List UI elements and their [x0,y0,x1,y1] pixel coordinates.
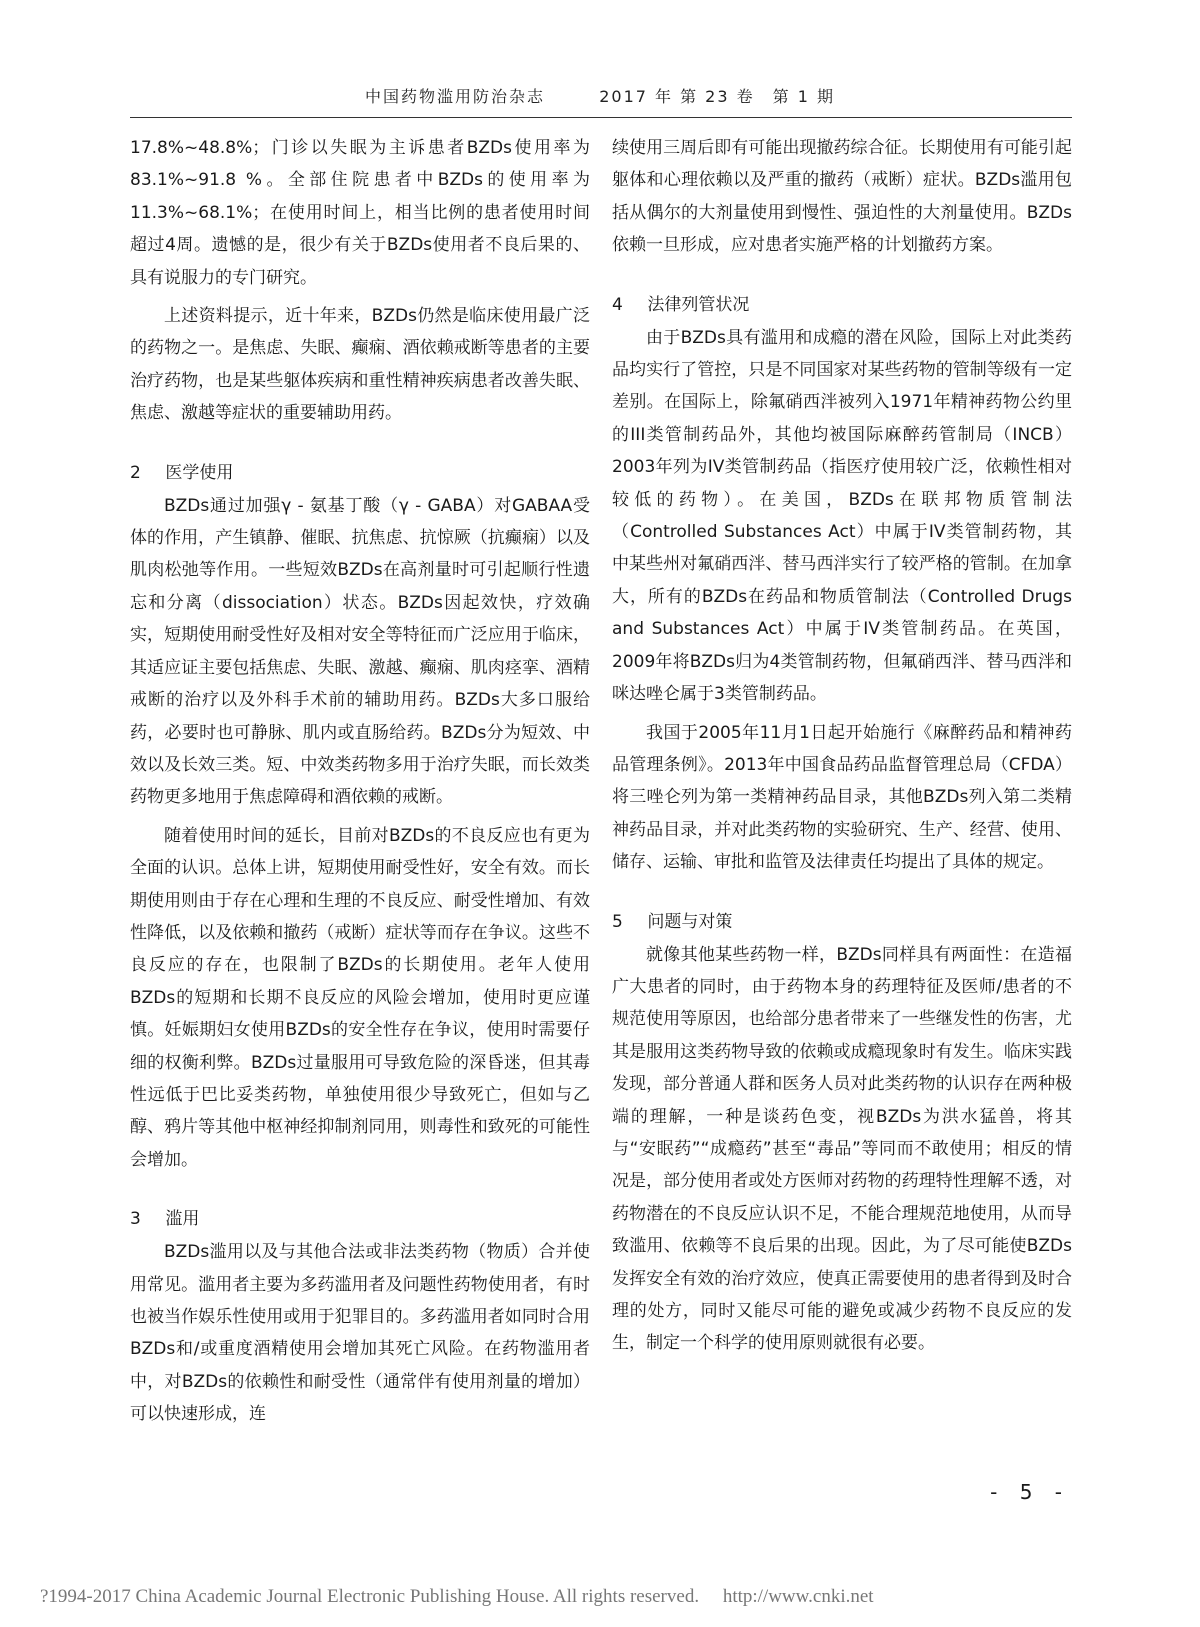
section-number: 3 [130,1209,141,1230]
paragraph: 由于BZDs具有滥用和成瘾的潜在风险，国际上对此类药品均实行了管控，只是不同国家对某些药物的管制等级有一定差别。在国际上，除氟硝西泮被列入1971年精神药物公约里的III类管制药品外，其他均被国际麻醉药管制局（INCB）2003年列为IV类管制药品（指医疗使用较广泛，依赖性相对较低的药物）。在美国，BZDs在联邦物质管制法（Controlled Substances Act）中属于IV类管制药物，其中某些州对氟硝西泮、替马西泮实行了较严格的管制。在加拿大，所有的BZDs在药品和物质管制法（Controlled Drugs and Substances Act）中属于IV类管制药品。在英国，2009年将BZDs归为4类管制药物，但氟硝西泮、替马西泮和咪达唑仑属于3类管制药品。 [612,327,1072,705]
paragraph: BZDs通过加强γ - 氨基丁酸（γ - GABA）对GABAA受体的作用，产生镇静、催眠、抗焦虑、抗惊厥（抗癫痫）以及肌肉松弛等作用。一些短效BZDs在高剂量时可引起顺行性遗忘和分离（dissociation）状态。BZDs因起效快，疗效确实，短期使用耐受性好及相对安全等特征而广泛应用于临床，其适应证主要包括焦虑、失眠、激越、癫痫、肌肉痉挛、酒精戒断的治疗以及外科手术前的辅助用药。BZDs大多口服给药，必要时也可静脉、肌内或直肠给药。BZDs分为短效、中效以及长效三类。短、中效类药物多用于治疗失眠，而长效类药物更多地用于焦虑障碍和酒依赖的戒断。 [130,495,590,808]
left-column [130,132,590,1437]
issue-info: 2017 年 第 23 卷 第 1 期 [599,87,835,106]
paragraph-summary: 上述资料提示，近十年来，BZDs仍然是临床使用最广泛的药物之一。是焦虑、失眠、癫痫、酒依赖戒断等患者的主要治疗药物，也是某些躯体疾病和重性精神疾病患者改善失眠、焦虑、激越等症状的重要辅助用药。 [130,306,590,424]
section-title: 滥用 [165,1209,200,1230]
section-title: 法律列管状况 [647,294,750,315]
paragraph-continued: 续使用三周后即有可能出现撤药综合征。长期使用有可能引起躯体和心理依赖以及严重的撤药（戒断）症状。BZDs滥用包括从偶尔的大剂量使用到慢性、强迫性的大剂量使用。BZDs依赖一旦形成，应对患者实施严格的计划撤药方案。 [612,138,1072,256]
paragraph: 就像其他某些药物一样，BZDs同样具有两面性：在造福广大患者的同时，由于药物本身的药理特征及医师/患者的不规范使用等原因，也给部分患者带来了一些继发性的伤害，尤其是服用这类药物导致的依赖或成瘾现象时有发生。临床实践发现，部分普通人群和医务人员对此类药物的认识存在两种极端的理解，一种是谈药色变，视BZDs为洪水猛兽，将其与“安眠药”“成瘾药”甚至“毒品”等同而不敢使用；相反的情况是，部分使用者或处方医师对药物的药理特性理解不透，对药物潜在的不良反应认识不足，不能合理规范地使用，从而导致滥用、依赖等不良后果的出现。因此，为了尽可能使BZDs发挥安全有效的治疗效应，使真正需要使用的患者得到及时合理的处方，同时又能尽可能的避免或减少药物不良反应的发生，制定一个科学的使用原则就很有必要。 [612,944,1072,1354]
section-heading-2 [130,458,590,488]
section-number: 4 [612,294,623,315]
journal-title: 中国药物滥用防治杂志 [365,87,546,106]
section-heading-3 [130,1204,590,1234]
page-number: - 5 - [990,1480,1070,1504]
paragraph-continued: 17.8%~48.8%；门诊以失眠为主诉患者BZDs使用率为83.1%~91.8 %。全部住院患者中BZDs的使用率为11.3%~68.1%；在使用时间上，相当比例的患者使用时间超过4周。遗憾的是，很少有关于BZDs使用者不良后果的、具有说服力的专门研究。 [130,138,590,288]
header-rule [130,117,1072,118]
section-title: 医学使用 [165,462,234,483]
paragraph: 随着使用时间的延长，目前对BZDs的不良反应也有更为全面的认识。总体上讲，短期使用耐受性好，安全有效。而长期使用则由于存在心理和生理的不良反应、耐受性增加、有效性降低，以及依赖和撤药（戒断）症状等而存在争议。这些不良反应的存在，也限制了BZDs的长期使用。老年人使用BZDs的短期和长期不良反应的风险会增加，使用时更应谨慎。妊娠期妇女使用BZDs的安全性存在争议，使用时需要仔细的权衡利弊。BZDs过量服用可导致危险的深昏迷，但其毒性远低于巴比妥类药物，单独使用很少导致死亡，但如与乙醇、鸦片等其他中枢神经抑制剂同用，则毒性和致死的可能性会增加。 [130,825,590,1170]
copyright-footer: ?1994-2017 China Academic Journal Electronic Publishing House. All rights reserved. http://www.cnki.net [40,1586,874,1607]
section-title: 问题与对策 [647,911,733,932]
section-heading-4 [612,290,1072,320]
section-number: 2 [130,462,141,483]
section-number: 5 [612,911,623,932]
paragraph: BZDs滥用以及与其他合法或非法类药物（物质）合并使用常见。滥用者主要为多药滥用者及问题性药物使用者，有时也被当作娱乐性使用或用于犯罪目的。多药滥用者如同时合用BZDs和/或重度酒精使用会增加其死亡风险。在药物滥用者中，对BZDs的依赖性和耐受性（通常伴有使用剂量的增加）可以快速形成，连 [130,1242,590,1425]
section-heading-5 [612,907,1072,937]
paragraph: 我国于2005年11月1日起开始施行《麻醉药品和精神药品管理条例》。2013年中国食品药品监督管理总局（CFDA）将三唑仑列为第一类精神药品目录，其他BZDs列入第二类精神药品目录，并对此类药物的实验研究、生产、经营、使用、储存、运输、审批和监管及法律责任均提出了具体的规定。 [612,722,1072,873]
right-column [612,132,1072,1366]
running-header [130,84,1070,107]
